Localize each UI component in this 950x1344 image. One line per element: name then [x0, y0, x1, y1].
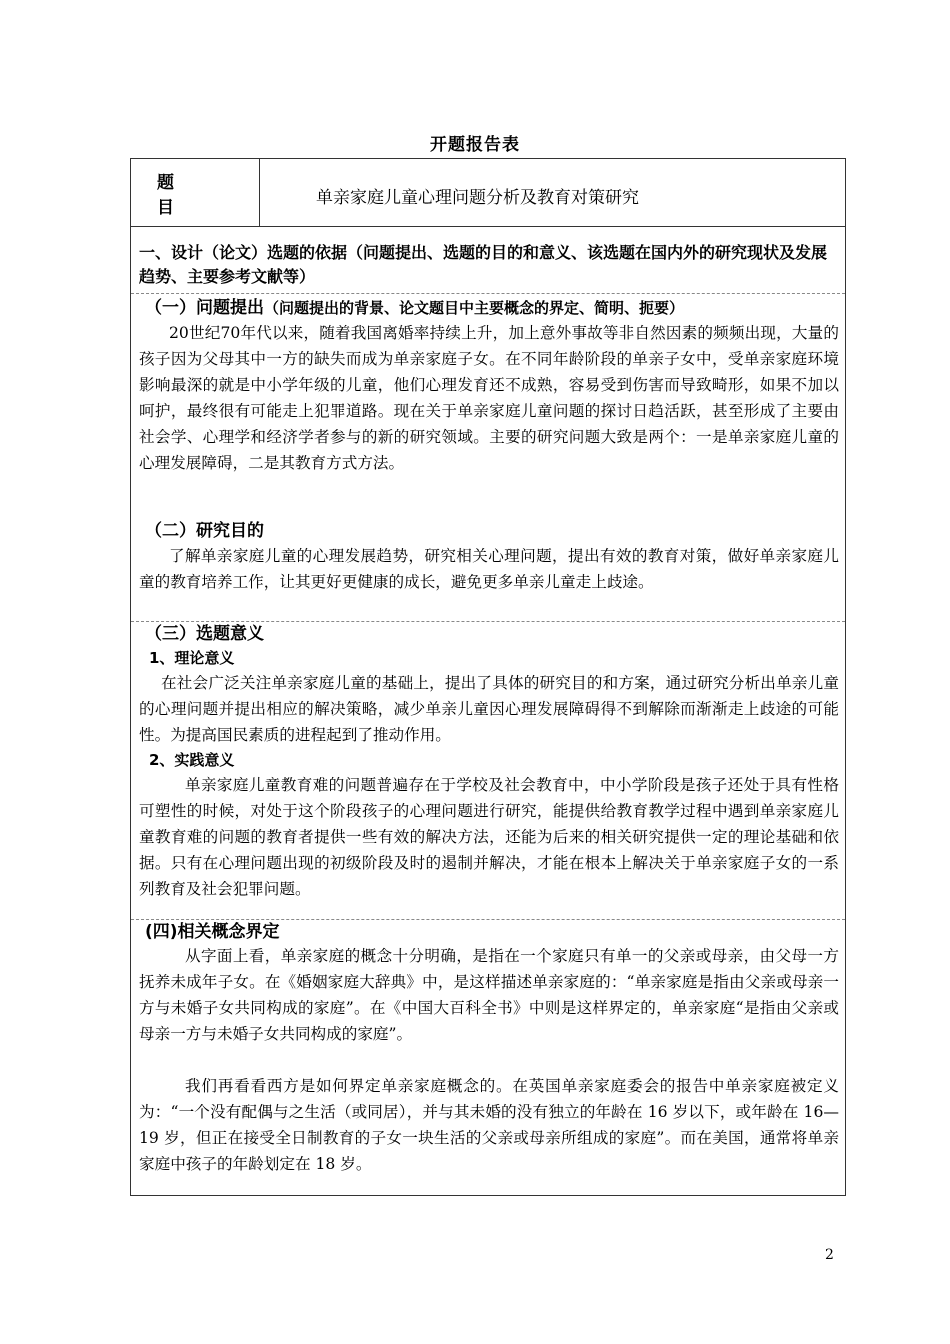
- section-1-paragraph: 20世纪70年代以来，随着我国离婚率持续上升，加上意外事故等非自然因素的频频出现，大量的孩子因为父母其中一方的缺失而成为单亲家庭子女。在不同年龄阶段的单亲子女中，受单亲家庭环境影响最深的就是中小学年级的儿童，他们心理发育还不成熟，容易受到伤害而导致畸形，如果不加以呵护，最终很有可能走上犯罪道路。现在关于单亲家庭儿童问题的探讨日趋活跃，甚至形成了主要由社会学、心理学和经济学者参与的新的研究领域。主要的研究问题大致是两个：一是单亲家庭儿童的心理发展障碍，二是其教育方式方法。: [139, 324, 839, 472]
- section-2-paragraph: 了解单亲家庭儿童的心理发展趋势，研究相关心理问题，提出有效的教育对策，做好单亲家庭儿童的教育培养工作，让其更好更健康的成长，避免更多单亲儿童走上歧途。: [139, 547, 839, 591]
- basis-heading: 一、设计（论文）选题的依据（问题提出、选题的目的和意义、该选题在国内外的研究现状及发展趋势、主要参考文献等）: [139, 243, 828, 286]
- divider: [131, 919, 845, 920]
- section-3-sub2-paragraph: 单亲家庭儿童教育难的问题普遍存在于学校及社会教育中，中小学阶段是孩子还处于具有性格可塑性的时候，对处于这个阶段孩子的心理问题进行研究，能提供给教育教学过程中遇到单亲家庭儿童教育难的问题的教育者提供一些有效的解决方法，还能为后来的相关研究提供一定的理论基础和依据。只有在心理问题出现的初级阶段及时的遏制并解决，才能在根本上解决关于单亲家庭子女的一系列教育及社会犯罪问题。: [139, 776, 839, 898]
- section-3-heading: （三）选题意义: [145, 624, 264, 644]
- section-4-paragraph-2: 我们再看看西方是如何界定单亲家庭概念的。在英国单亲家庭委会的报告中单亲家庭被定义为：“一个没有配偶与之生活（或同居），并与其未婚的没有独立的年龄在 16 岁以下，或年龄在 16—19 岁，但正在接受全日制教育的子女一块生活的父亲或母亲所组成的家庭”。而在美国，通常将单亲家庭中孩子的年龄划定在 18 岁。: [139, 1077, 839, 1173]
- page-number: 2: [825, 1247, 834, 1263]
- section-4-paragraph-1: 从字面上看，单亲家庭的概念十分明确，是指在一个家庭只有单一的父亲或母亲，由父母一方抚养未成年子女。在《婚姻家庭大辞典》中，是这样描述单亲家庭的：“单亲家庭是指由父亲或母亲一方与未婚子女共同构成的家庭”。在《中国大百科全书》中则是这样界定的，单亲家庭“是指由父亲或母亲一方与未婚子女共同构成的家庭”。: [139, 947, 839, 1043]
- section-4-heading: (四)相关概念界定: [145, 922, 280, 942]
- document-title: 开题报告表: [430, 135, 520, 155]
- title-row: [131, 159, 845, 227]
- section-2-heading: （二）研究目的: [145, 521, 264, 541]
- divider: [131, 293, 845, 294]
- section-3-sub2-heading: 2、实践意义: [149, 751, 235, 769]
- section-3-sub1-heading: 1、理论意义: [149, 649, 235, 667]
- section-1-heading: （一）问题提出（问题提出的背景、论文题目中主要概念的界定、简明、扼要）: [145, 298, 685, 318]
- section-3-sub1-paragraph: 在社会广泛关注单亲家庭儿童的基础上，提出了具体的研究目的和方案，通过研究分析出单亲儿童的心理问题并提出相应的解决策略，减少单亲儿童因心理发展障碍得不到解除而渐渐走上歧途的可能性。为提高国民素质的进程起到了推动作用。: [139, 674, 839, 744]
- report-table: [130, 158, 846, 1196]
- thesis-title: 单亲家庭儿童心理问题分析及教育对策研究: [316, 188, 639, 208]
- title-label: 题 目: [131, 159, 260, 226]
- divider: [131, 621, 845, 622]
